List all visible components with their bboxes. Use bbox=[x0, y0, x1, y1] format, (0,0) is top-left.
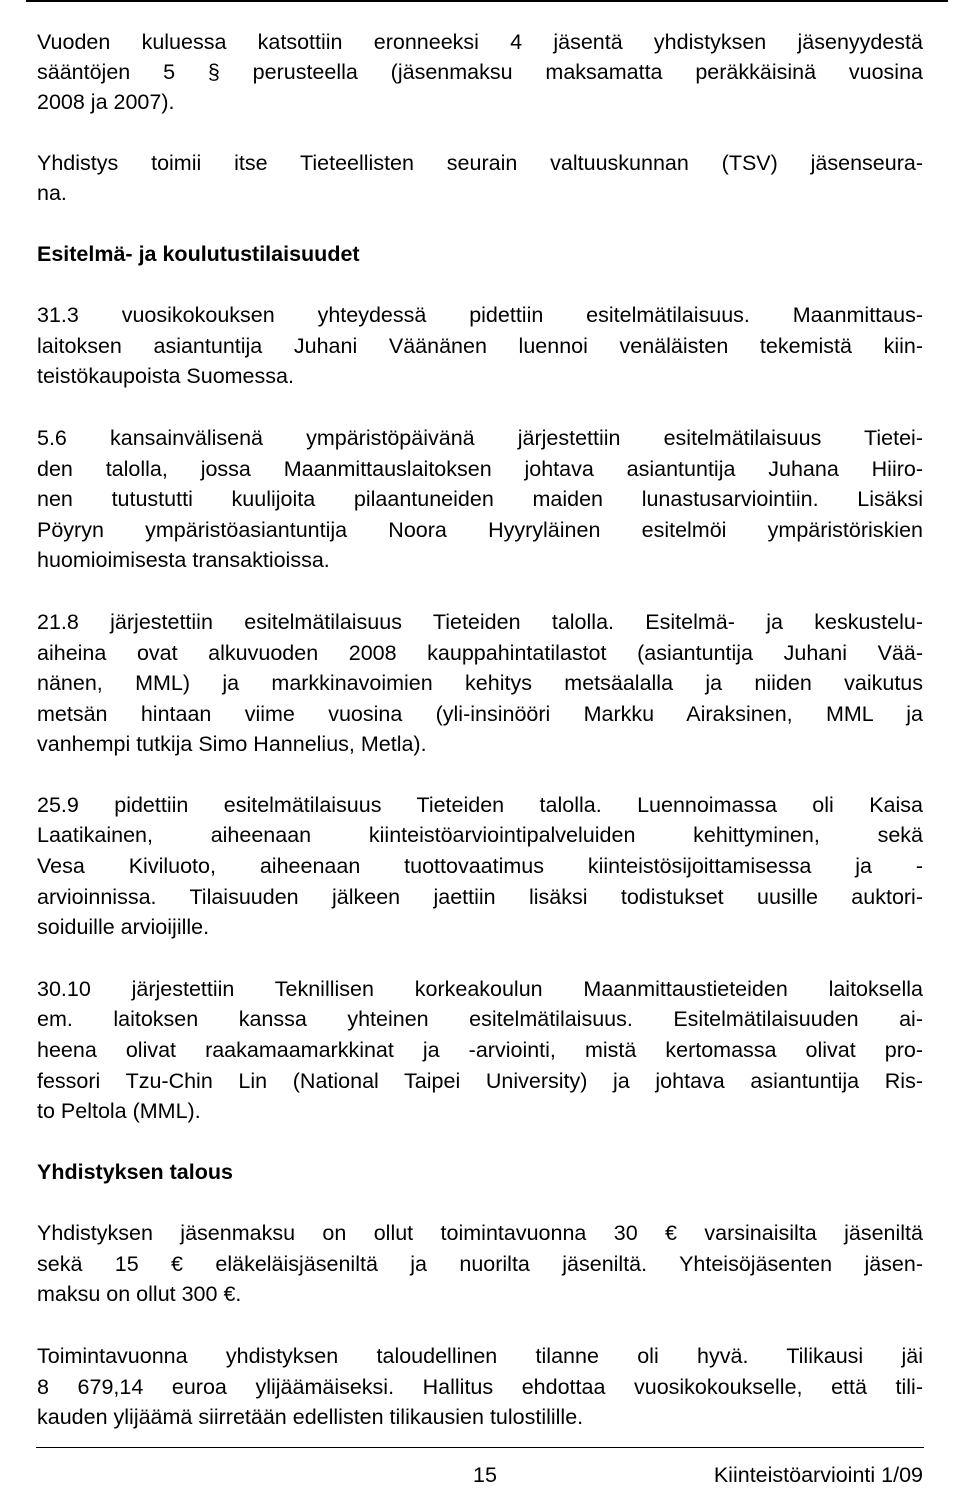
body-text-line: 31.3 vuosikokouksen yhteydessä pidettiin esitelmätilaisuus. Maanmittaus- bbox=[37, 303, 923, 327]
footer-page-number: 15 bbox=[473, 1463, 497, 1487]
body-text-line: teistökaupoista Suomessa. bbox=[37, 364, 294, 388]
body-text-line: arvioinnissa. Tilaisuuden jälkeen jaettiin lisäksi todistukset uusille auktori- bbox=[37, 885, 923, 909]
body-text-line: Yhdistyksen jäsenmaksu on ollut toimintavuonna 30 € varsinaisilta jäseniltä bbox=[37, 1221, 923, 1245]
body-text-line: na. bbox=[37, 181, 67, 205]
section-heading-events: Esitelmä- ja koulutustilaisuudet bbox=[37, 242, 360, 266]
body-text-line: vanhempi tutkija Simo Hannelius, Metla). bbox=[37, 732, 427, 756]
body-text-line: em. laitoksen kanssa yhteinen esitelmätilaisuus. Esitelmätilaisuuden ai- bbox=[37, 1007, 923, 1031]
body-text-line: to Peltola (MML). bbox=[37, 1099, 201, 1123]
body-text-line: heena olivat raakamaamarkkinat ja -arviointi, mistä kertomassa olivat pro- bbox=[37, 1038, 923, 1062]
body-text-line: 8 679,14 euroa ylijäämäiseksi. Hallitus ehdottaa vuosikokoukselle, että tili- bbox=[37, 1375, 923, 1399]
body-text-line: maksu on ollut 300 €. bbox=[37, 1282, 242, 1306]
body-text-line: 25.9 pidettiin esitelmätilaisuus Tieteiden talolla. Luennoimassa oli Kaisa bbox=[37, 793, 923, 817]
footer-rule bbox=[36, 1447, 924, 1448]
footer-publication-title: Kiinteistöarviointi 1/09 bbox=[713, 1463, 923, 1487]
body-text-line: 30.10 järjestettiin Teknillisen korkeakoulun Maanmittaustieteiden laitoksella bbox=[37, 977, 923, 1001]
body-text-line: sääntöjen 5 § perusteella (jäsenmaksu maksamatta peräkkäisinä vuosina bbox=[37, 60, 923, 84]
body-text-line: nänen, MML) ja markkinavoimien kehitys metsäalalla ja niiden vaikutus bbox=[37, 671, 923, 695]
body-text-line: 5.6 kansainvälisenä ympäristöpäivänä järjestettiin esitelmätilaisuus Tietei- bbox=[37, 426, 923, 450]
body-text-line: Vesa Kiviluoto, aiheenaan tuottovaatimus kiinteistösijoittamisessa ja - bbox=[37, 854, 923, 878]
body-text-line: kauden ylijäämä siirretään edellisten tilikausien tulostilille. bbox=[37, 1405, 584, 1429]
header-rule bbox=[26, 0, 948, 2]
body-text-line: soiduille arvioijille. bbox=[37, 915, 210, 939]
body-text-line: Toimintavuonna yhdistyksen taloudellinen tilanne oli hyvä. Tilikausi jäi bbox=[37, 1344, 923, 1368]
body-text-line: metsän hintaan viime vuosina (yli-insinööri Markku Airaksinen, MML ja bbox=[37, 702, 923, 726]
body-text-line: sekä 15 € eläkeläisjäseniltä ja nuorilta jäseniltä. Yhteisöjäsenten jäsen- bbox=[37, 1252, 923, 1276]
body-text-line: laitoksen asiantuntija Juhani Väänänen luennoi venäläisten tekemistä kiin- bbox=[37, 334, 923, 358]
body-text-line: Laatikainen, aiheenaan kiinteistöarviointipalveluiden kehittyminen, sekä bbox=[37, 823, 923, 847]
body-text-line: 2008 ja 2007). bbox=[37, 90, 175, 114]
body-text-line: Vuoden kuluessa katsottiin eronneeksi 4 jäsentä yhdistyksen jäsenyydestä bbox=[37, 30, 923, 54]
body-text-line: fessori Tzu-Chin Lin (National Taipei University) ja johtava asiantuntija Ris- bbox=[37, 1069, 923, 1093]
body-text-line: den talolla, jossa Maanmittauslaitoksen johtava asiantuntija Juhana Hiiro- bbox=[37, 457, 923, 481]
body-text-line: huomioimisesta transaktioissa. bbox=[37, 548, 330, 572]
body-text-line: 21.8 järjestettiin esitelmätilaisuus Tieteiden talolla. Esitelmä- ja keskustelu- bbox=[37, 610, 923, 634]
body-text-line: nen tutustutti kuulijoita pilaantuneiden maiden lunastusarviointiin. Lisäksi bbox=[37, 487, 923, 511]
body-text-line: Pöyryn ympäristöasiantuntija Noora Hyyryläinen esitelmöi ympäristöriskien bbox=[37, 518, 923, 542]
section-heading-finance: Yhdistyksen talous bbox=[37, 1160, 233, 1184]
body-text-line: aiheina ovat alkuvuoden 2008 kauppahintatilastot (asiantuntija Juhani Vää- bbox=[37, 641, 923, 665]
body-text-line: Yhdistys toimii itse Tieteellisten seurain valtuuskunnan (TSV) jäsenseura- bbox=[37, 151, 923, 175]
